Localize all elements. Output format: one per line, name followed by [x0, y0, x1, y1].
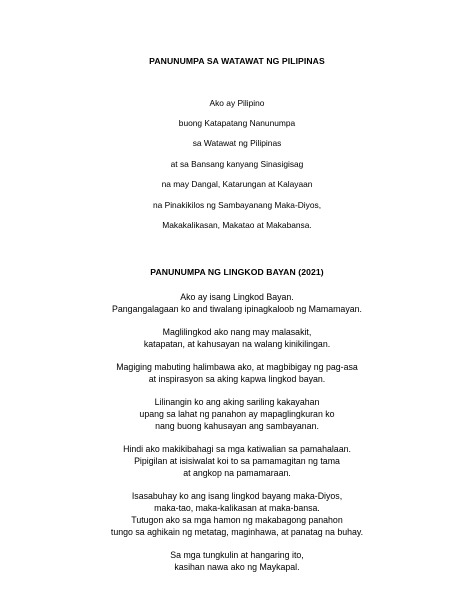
poem2-line-16: tungo sa aghikain ng metatag, maginhawa, at panatag na buhay.	[110, 527, 364, 537]
poem1-title: PANUNUMPA SA WATAWAT NG PILIPINAS	[149, 56, 325, 66]
poem1-line-7: Makakalikasan, Makatao at Makabansa.	[162, 220, 312, 230]
poem2-line-2: Pangangalagaan ko and tiwalang ipinagkaloob ng Mamamayan.	[112, 304, 362, 314]
poem2-line-18: kasihan nawa ako ng Maykapal.	[174, 562, 300, 572]
poem2-line-14: maka-tao, maka-kalikasan at maka-bansa.	[154, 503, 320, 513]
poem2-line-15: Tutugon ako sa mga hamon ng makabagong panahon	[131, 515, 343, 525]
poem1-line-2: buong Katapatang Nanunumpa	[178, 118, 296, 128]
poem2-line-9: nang buong kahusayan ang sambayanan.	[155, 421, 319, 431]
poem2-line-1: Ako ay isang Lingkod Bayan.	[180, 292, 294, 302]
poem2-line-6: at inspirasyon sa aking kapwa lingkod bayan.	[148, 374, 326, 384]
poem1-line-1: Ako ay Pilipino	[209, 98, 265, 108]
poem2-line-12: at angkop na pamamaraan.	[183, 468, 291, 478]
poem2-line-4: katapatan, at kahusayan na walang kinikilingan.	[143, 339, 331, 349]
poem1-line-4: at sa Bansang kanyang Sinasigisag	[170, 159, 304, 169]
poem1-line-6: na Pinakikilos ng Sambayanang Maka-Diyos,	[152, 200, 322, 210]
poem2-line-5: Magiging mabuting halimbawa ako, at magbibigay ng pag-asa	[116, 362, 358, 372]
poem1-line-5: na may Dangal, Katarungan at Kalayaan	[161, 179, 313, 189]
poem2-title: PANUNUMPA NG LINGKOD BAYAN (2021)	[150, 267, 324, 277]
poem2-line-10: Hindi ako makikibahagi sa mga katiwalian sa pamahalaan.	[123, 444, 351, 454]
poem2-line-17: Sa mga tungkulin at hangaring ito,	[170, 550, 304, 560]
poem2-line-11: Pipigilan at isisiwalat koi to sa pamamagitan ng tama	[134, 456, 340, 466]
poem2-line-7: Lilinangin ko ang aking sariling kakayahan	[154, 397, 320, 407]
poem2-line-3: Maglilingkod ako nang may malasakit,	[162, 327, 312, 337]
poem2-line-8: upang sa lahat ng panahon ay mapaglingkuran ko	[139, 409, 335, 419]
poem2-line-13: Isasabuhay ko ang isang lingkod bayang maka-Diyos,	[131, 491, 343, 501]
poem1-line-3: sa Watawat ng Pilipinas	[192, 138, 282, 148]
